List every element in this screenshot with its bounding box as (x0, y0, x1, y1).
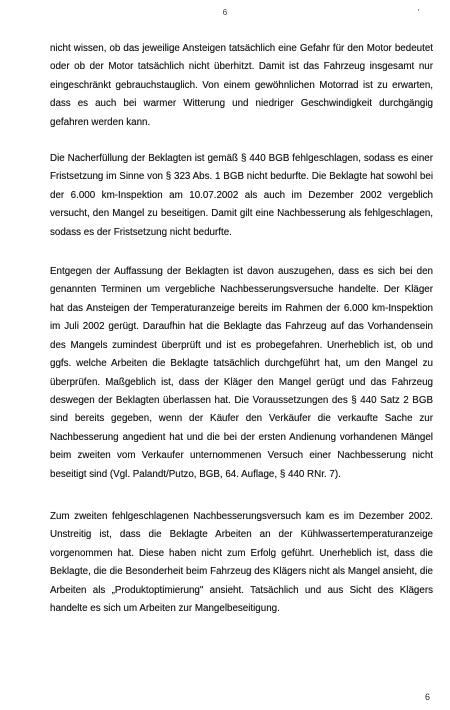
header-page-number: 6 (222, 8, 228, 17)
paragraph-4: Zum zweiten fehlgeschlagenen Nachbesserungsversuch kam es im Dezember 2002. Unstreitig ist, dass die Beklagte Arbeiten an der Kühlwassertemperaturanzeige vorgenommen hat. Diese haben nicht zum Erfolg geführt. Unerheblich ist, dass die Beklagte, die die Besonderheit beim Fahrzeug des Klägers nicht als Mangel ansieht, die Arbeiten als „Produktoptimierung" ansieht. Tatsächlich und aus Sicht des Klägers handelte es sich um Arbeiten zur Mangelbeseitigung. (50, 510, 433, 614)
scan-mark: ' (418, 8, 420, 17)
document-body (50, 40, 433, 639)
footer-page-number: 6 (425, 692, 431, 702)
paragraph-1: nicht wissen, ob das jeweilige Ansteigen tatsächlich eine Gefahr für den Motor bedeutet oder ob der Motor tatsächlich nicht überhitzt. Damit ist das Fahrzeug insgesamt nur eingeschränkt gebrauchstauglich. Von einem gewöhnlichen Motorrad ist zu erwarten, dass es auch bei warmer Witterung und niedriger Geschwindigkeit durchgängig gefahren werden kann. (50, 43, 433, 128)
paragraph-2: Die Nacherfüllung der Beklagten ist gemäß § 440 BGB fehlgeschlagen, sodass es einer Fristsetzung im Sinne von § 323 Abs. 1 BGB nicht bedurfte. Die Beklagte hat sowohl bei der 6.000 km-Inspektion am 10.07.2002 als auch im Dezember 2002 vergeblich versucht, den Mangel zu beseitigen. Damit gilt eine Nachbesserung als fehlgeschlagen, sodass es der Fristsetzung nicht bedurfte. (50, 153, 433, 238)
paragraph-3: Entgegen der Auffassung der Beklagten ist davon auszugehen, dass es sich bei den genannten Terminen um vergebliche Nachbesserungsversuche handelte. Der Kläger hat das Ansteigen der Temperaturanzeige bereits im Rahmen der 6.000 km-Inspektion im Juli 2002 gerügt. Daraufhin hat die Beklagte das Fahrzeug auf das Vorhandensein des Mangels zumindest überprüft und ist es probegefahren. Unerheblich ist, ob und ggfs. welche Arbeiten die Beklagte tatsächlich durchgeführt hat, um den Mangel zu überprüfen. Maßgeblich ist, dass der Kläger den Mangel gerügt und das Fahrzeug deswegen der Beklagten überlassen hat. Die Voraussetzungen des § 440 Satz 2 BGB sind bereits gegeben, wenn der Käufer den Verkäufer die verkaufte Sache zur Nachbesserung angedient hat und die bei der ersten Andienung vorhandenen Mängel beim zweiten vom Verkaufer unternommenen Versuch einer Nachbesserung nicht beseitigt sind (Vgl. Palandt/Putzo, BGB, 64. Auflage, § 440 RNr. 7). (50, 266, 433, 480)
